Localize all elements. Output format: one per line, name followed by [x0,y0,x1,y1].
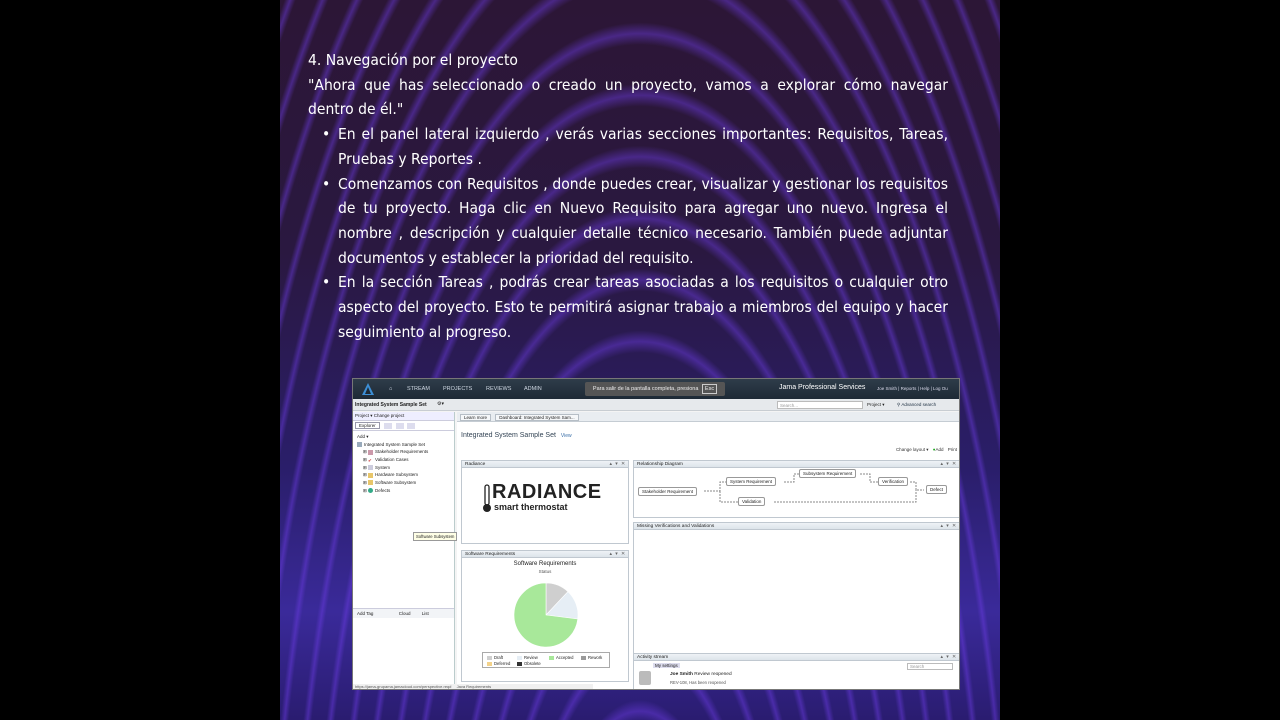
widget-title: Radiance [465,462,486,467]
tree-item[interactable]: ⊞ ✔ Validation Cases [363,457,409,464]
widget-title: Software Requirements [465,552,516,557]
project-dropdown[interactable]: Project ▾ [867,402,885,407]
slide-text [308,48,948,344]
legend-label: Deferred [494,661,511,666]
project-icon [357,442,362,447]
add-tag-button[interactable]: Add Tag [357,611,374,616]
tab-dashboard[interactable]: Dashboard: Integrated System Sam... [495,414,578,421]
legend-label: Obsolete [524,661,541,666]
doc-icon[interactable] [407,423,415,429]
logo-brand: RADIANCE [492,481,602,503]
bullet-list [322,122,948,344]
esc-key: Esc [702,384,717,394]
nav-admin[interactable]: ADMIN [524,386,542,392]
add-button[interactable]: Add ▾ [357,434,369,439]
tree-item-label: System [375,464,391,470]
legend-item-review [517,655,538,660]
legend-label: Review [524,655,538,660]
tree-item[interactable]: ⊞ Hardware Subsystem [363,472,419,478]
tree-item-label: Stakeholder Requirements [375,449,429,455]
legend-item-obsolete [517,661,541,666]
legend-item-accepted [549,655,573,660]
widget-title: Missing Verifications and Validations [637,524,715,529]
node-defect[interactable]: Defect [926,485,947,494]
main-tabs [457,412,960,422]
fullscreen-text: Para salir de la pantalla completa, presiona [592,386,699,392]
bullet-item: • Comenzamos con Requisitos , donde puedes crear, visualizar y gestionar los requisitos de tu proyecto. Haga clic en Nuevo Requisito para agregar uno nuevo. Ingresa el nombre , descripción y cualquier detalle técnico necesario. También puede adjuntar documentos y establecer la prioridad del requisito. [322,172,948,271]
widget-relationship-diagram [633,460,960,518]
list-button[interactable]: List [421,611,429,616]
brand-name: Jama Professional Services [779,384,866,391]
left-panel-menu[interactable]: Project ▾ Change project [353,412,454,421]
activity-action: Review reopened [694,672,732,677]
widget-header [462,551,628,558]
node-validation[interactable]: Validation [738,497,765,506]
legend-item-draft [487,655,503,660]
dashboard-title [461,432,572,439]
tree-item-label: Hardware Subsystem [375,472,419,478]
status-sub-text: Java Requirements [456,684,492,689]
tree-item-label: Defects [375,487,391,493]
widget-software-requirements [461,550,629,682]
legend-swatch [517,662,522,666]
app-screenshot [352,378,960,690]
chart-legend [482,652,610,668]
print-button[interactable]: Print [947,447,957,452]
legend-label: Rework [588,655,603,660]
tree-root-label: Integrated System Sample Set [364,441,426,447]
bullet-item: • En el panel lateral izquierdo , verás varias secciones importantes: Requisitos, Tareas, Pruebas y Reportes . [322,122,948,171]
dashboard-actions [896,447,957,453]
add-widget-button[interactable]: Add [935,447,944,452]
widget-title: Relationship Diagram [637,462,683,467]
slide-heading: 4. Navegación por el proyecto [308,51,518,69]
widget-activity-stream [633,653,960,690]
tree-item[interactable]: ⊞ Software Subsystem [363,480,417,486]
project-bar [353,399,959,411]
advanced-search-link[interactable] [897,402,936,408]
legend-item-rework [581,655,602,660]
tree-item-label: Software Subsystem [375,480,417,486]
widget-controls[interactable]: ▴ ▾ ✕ [940,462,957,467]
widget-title: Activity stream [637,655,669,660]
jama-logo-icon [361,382,375,396]
chart-subtitle: Status [538,569,552,574]
left-panel [353,412,455,690]
pie-chart [512,581,580,649]
status-url [353,684,593,690]
view-link[interactable]: View [560,433,572,439]
activity-entry[interactable] [670,672,732,677]
nav-projects[interactable]: PROJECTS [443,386,473,392]
main-area [457,412,960,690]
legend-swatch [487,662,492,666]
tree-item[interactable]: ⊞ System [363,464,391,470]
legend-swatch [581,656,586,660]
widget-controls[interactable]: ▴ ▾ ✕ [609,552,626,557]
slide [280,0,1000,720]
folder-icon [368,473,373,478]
left-panel-tabs [353,421,454,431]
slide-intro: "Ahora que has seleccionado o creado un proyecto, vamos a explorar cómo navegar dentro de él." [308,75,948,119]
tree-item-label: Validation Cases [375,457,409,463]
activity-search-input[interactable]: Search [907,663,953,670]
system-icon [368,465,373,470]
tab-learn-more[interactable]: Learn more [460,414,491,421]
advanced-search-label: Advanced search [901,402,937,407]
search-input[interactable]: Search... [777,401,863,409]
tree-item[interactable]: ⊞ Stakeholder Requirements [363,449,429,455]
legend-label: Draft [494,655,504,660]
folder-icon[interactable] [396,423,404,429]
cloud-button[interactable]: Cloud [398,611,411,616]
widget-header [634,654,959,661]
widget-header [634,523,959,530]
tab-explorer[interactable]: Explorer [355,422,380,429]
thermometer-icon [482,483,492,513]
node-stakeholder[interactable]: Stakeholder Requirement [638,487,697,496]
home-icon[interactable]: ⌂ [389,386,393,392]
change-layout-button[interactable]: Change layout ▾ [895,447,929,452]
widget-controls[interactable]: ▴ ▾ ✕ [609,462,626,467]
node-subsystem[interactable]: Subsystem Requirement [799,469,856,478]
chart-title: Software Requirements [513,561,577,567]
node-verification[interactable]: Verification [878,477,908,486]
check-icon: ✔ [368,458,372,464]
nav-reviews[interactable]: REVIEWS [486,386,512,392]
status-url-text: https://jama-grupama.jamacloud.com/perspective.req# [355,684,452,689]
folder-icon [368,480,373,485]
add-icon: ● [932,447,936,452]
activity-detail: REV-108, Has been reopened [670,680,726,685]
search-icon: ⚲ [897,402,901,407]
widget-header [462,461,628,468]
nav-stream[interactable]: STREAM [407,386,430,392]
tooltip: Software Subsystem [413,532,457,541]
dashboard-title-text: Integrated System Sample Set [461,432,556,439]
bullet-item: • En la sección Tareas , podrás crear tareas asociadas a los requisitos o cualquier otro aspecto del proyecto. Esto te permitirá asignar trabajo a miembros del equipo y hacer seguimiento al progreso. [322,270,948,344]
logo-tagline: smart thermostat [494,502,568,512]
filter-icon[interactable] [384,423,392,429]
legend-item-deferred [487,661,510,666]
legend-swatch [517,656,522,660]
widget-header [634,461,959,468]
widget-controls[interactable]: ▴ ▾ ✕ [940,655,957,660]
avatar [639,671,651,685]
node-system[interactable]: System Requirement [726,477,776,486]
widget-controls[interactable]: ▴ ▾ ✕ [940,524,957,529]
folder-icon [368,450,373,455]
tree-root[interactable] [357,441,450,449]
activity-user: Joe Smith [670,672,693,677]
gear-icon[interactable]: ⚙▾ [437,401,444,407]
fullscreen-notice [585,382,725,396]
legend-swatch [487,656,492,660]
app-topbar [353,379,959,399]
left-panel-footer [353,608,454,618]
user-links[interactable]: Joe Smith | Reports | Help | Log Ou [877,386,948,391]
legend-label: Accepted [556,655,574,660]
my-settings-button[interactable]: My settings [655,663,678,668]
project-title: Integrated System Sample Set [355,402,427,408]
tree-item[interactable]: ⊞ Defects [363,487,391,493]
activity-toolbar [637,663,957,670]
widget-radiance [461,460,629,544]
legend-swatch [549,656,554,660]
project-tree [353,431,454,497]
bug-icon [368,488,373,493]
radiance-logo [482,481,612,515]
